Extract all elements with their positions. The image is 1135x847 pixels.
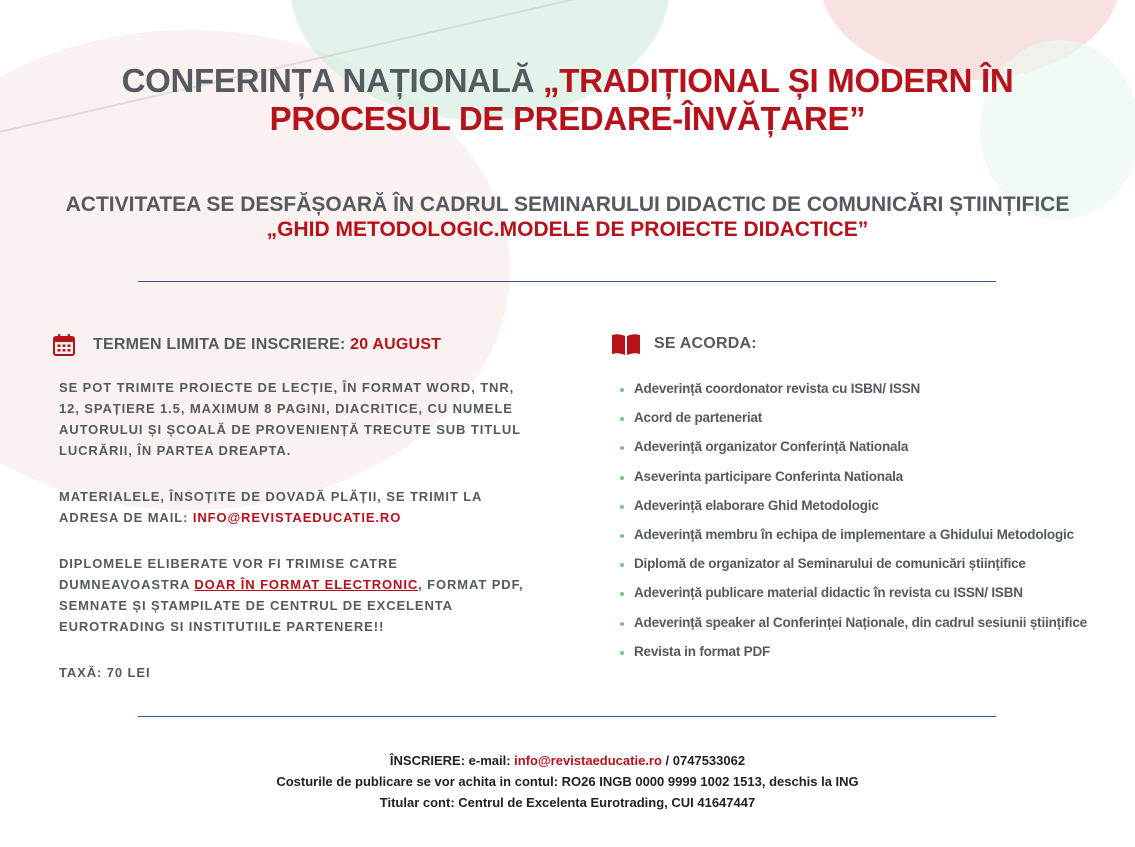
list-item	[620, 436, 1087, 465]
subtitle-line2: „GHID METODOLOGIC.MODELE DE PROIECTE DIDACTICE”	[266, 218, 869, 241]
calendar-icon	[52, 333, 76, 357]
bullet-icon	[620, 446, 624, 450]
award-text: Adeverință organizator Conferință Nationala	[634, 439, 909, 455]
award-text: Acord de parteneriat	[634, 410, 763, 426]
fee-text: TAXĂ: 70 LEI	[59, 665, 151, 680]
book-icon	[611, 332, 641, 356]
footer	[0, 750, 1135, 813]
bullet-icon	[620, 534, 624, 538]
list-item	[620, 553, 1087, 582]
footer-payment: Costurile de publicare se vor achita in contul: RO26 INGB 0000 9999 1002 1513, deschis la ING	[276, 774, 859, 789]
bullet-icon	[620, 388, 624, 392]
list-item	[620, 407, 1087, 436]
bullet-icon	[620, 563, 624, 567]
submission-info	[59, 377, 529, 708]
page-title	[60, 62, 1075, 138]
submission-email-paragraph	[59, 486, 529, 528]
title-prefix: CONFERINȚA NAȚIONALĂ	[121, 62, 544, 99]
award-text: Adeverință elaborare Ghid Metodologic	[634, 497, 879, 513]
bullet-icon	[620, 622, 624, 626]
title-highlight: „TRADIȚIONAL ȘI MODERN ÎN PROCESUL DE PREDARE-ÎNVĂȚARE”	[269, 62, 1014, 137]
footer-account-holder: Titular cont: Centrul de Excelenta Eurotrading, CUI 41647447	[379, 795, 756, 810]
divider-bottom	[138, 716, 996, 717]
awards-list	[620, 378, 1087, 670]
submission-email-text: MATERIALELE, ÎNSOȚITE DE DOVADĂ PLĂȚII, SE TRIMIT LA ADRESA DE MAIL:	[59, 489, 482, 525]
diploma-text-end: , FORMAT PDF, SEMNATE ȘI ȘTAMPILATE DE CENTRUL DE EXCELENTA EUROTRADING SI INSTITUTIILE PARTENERE!!	[59, 577, 524, 634]
page-subtitle	[30, 192, 1105, 242]
submission-requirements: SE POT TRIMITE PROIECTE DE LECȚIE, ÎN FORMAT WORD, TNR, 12, SPAȚIERE 1.5, MAXIMUM 8 PAGINI, DIACRITICE, CU NUMELE AUTORULUI ȘI ȘCOALĂ DE PROVENIENȚĂ TRECUTE SUB TITLUL LUCRĂRII, ÎN PARTEA DREAPTA.	[59, 380, 521, 458]
bullet-icon	[620, 505, 624, 509]
list-item	[620, 466, 1087, 495]
footer-phone: / 0747533062	[661, 753, 746, 768]
awards-heading-text: SE ACORDA:	[654, 335, 757, 352]
list-item	[620, 582, 1087, 611]
subtitle-line1: ACTIVITATEA SE DESFĂȘOARĂ ÎN CADRUL SEMINARULUI DIDACTIC DE COMUNICĂRI ȘTIINȚIFICE	[65, 193, 1070, 216]
submission-email[interactable]: INFO@REVISTAEDUCATIE.RO	[192, 510, 402, 525]
footer-registration-label: ÎNSCRIERE: e-mail:	[389, 753, 515, 768]
list-item	[620, 495, 1087, 524]
footer-email[interactable]: info@revistaeducatie.ro	[514, 753, 662, 768]
deadline-heading	[52, 333, 441, 357]
list-item	[620, 378, 1087, 407]
bullet-icon	[620, 651, 624, 655]
award-text: Aseverinta participare Conferinta Nationala	[634, 468, 903, 484]
deadline-label: TERMEN LIMITA DE INSCRIERE:	[93, 336, 351, 353]
diploma-paragraph	[59, 553, 529, 637]
award-text: Diplomă de organizator al Seminarului de comunicări științifice	[634, 556, 1026, 572]
award-text: Adeverință coordonator revista cu ISBN/ ISSN	[634, 381, 921, 396]
deadline-date: 20 AUGUST	[350, 336, 442, 353]
bullet-icon	[620, 417, 624, 421]
award-text: Adeverință speaker al Conferinței Naționale, din cadrul sesiunii științifice	[634, 614, 1087, 630]
bullet-icon	[620, 592, 624, 596]
footer-registration	[0, 750, 1135, 771]
diploma-text-start: DIPLOMELE ELIBERATE VOR FI TRIMISE CATRE DUMNEAVOASTRA	[59, 556, 398, 592]
divider-top	[138, 281, 996, 282]
deadline-heading-text	[93, 336, 441, 354]
award-text: Adeverință membru în echipa de implementare a Ghidului Metodologic	[634, 526, 1074, 542]
list-item	[620, 641, 1087, 670]
list-item	[620, 612, 1087, 641]
awards-heading	[611, 332, 757, 356]
electronic-format-link[interactable]: DOAR ÎN FORMAT ELECTRONIC	[194, 577, 419, 592]
award-text: Adeverință publicare material didactic în revista cu ISSN/ ISBN	[634, 585, 1023, 601]
list-item	[620, 524, 1087, 553]
award-text: Revista in format PDF	[634, 643, 771, 659]
bullet-icon	[620, 476, 624, 480]
